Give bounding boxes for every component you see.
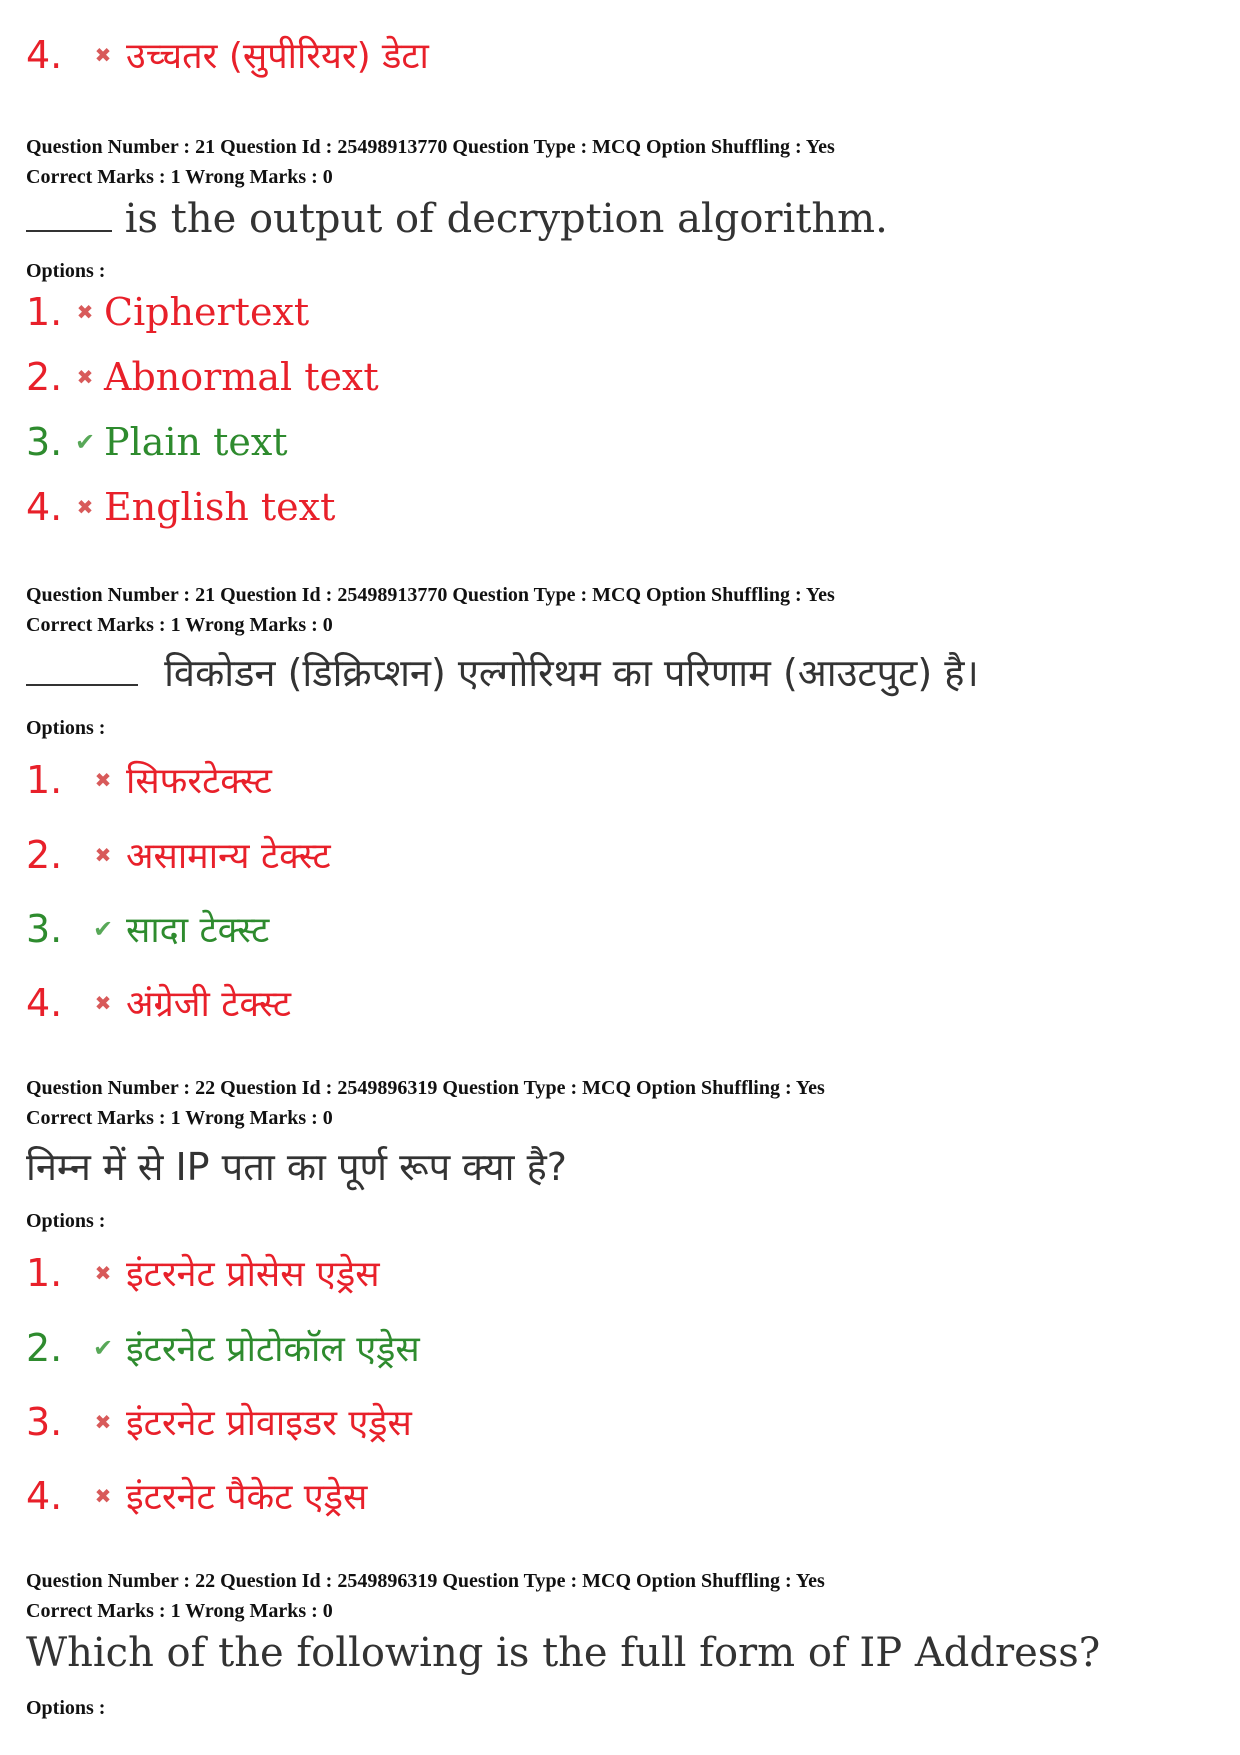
option-row (26, 1397, 412, 1446)
marks-meta: Correct Marks : 1 Wrong Marks : 0 (26, 1107, 333, 1129)
question-body: विकोडन (डिक्रिप्शन) एल्गोरिथम का परिणाम (आउटपुट) है। (164, 651, 979, 695)
option-number: 4. (26, 32, 63, 77)
cross-icon: ✖ (76, 365, 94, 389)
option-number: 4. (26, 1473, 63, 1518)
option-number: 1. (26, 1250, 63, 1295)
answer-blank (26, 683, 138, 686)
question-body: is the output of decryption algorithm. (124, 196, 888, 242)
question-meta: Question Number : 22 Question Id : 2549896319 Question Type : MCQ Option Shuffling : Yes (26, 1077, 825, 1099)
check-icon: ✔ (92, 1333, 114, 1362)
option-text: इंटरनेट प्रोवाइडर एड्रेस (126, 1403, 412, 1444)
option-row (26, 755, 272, 804)
option-number: 3. (26, 420, 63, 464)
cross-icon: ✖ (94, 990, 112, 1015)
cross-icon: ✖ (76, 495, 94, 519)
cross-icon: ✖ (94, 1409, 112, 1434)
question-meta: Question Number : 21 Question Id : 25498913770 Question Type : MCQ Option Shuffling : Yes (26, 584, 835, 606)
option-number: 1. (26, 757, 63, 802)
options-label: Options : (26, 1210, 106, 1232)
option-row (26, 978, 291, 1027)
option-number: 2. (26, 355, 63, 399)
check-icon: ✔ (92, 914, 114, 943)
option-text: अंग्रेजी टेक्स्ट (126, 984, 291, 1025)
marks-meta: Correct Marks : 1 Wrong Marks : 0 (26, 614, 333, 636)
check-icon: ✔ (74, 428, 96, 456)
option-text: सिफरटेक्स्ट (126, 761, 272, 802)
options-label: Options : (26, 717, 106, 739)
cross-icon: ✖ (94, 1483, 112, 1508)
option-text: असामान्य टेक्स्ट (126, 836, 331, 877)
question-text: Which of the following is the full form of IP Address? (26, 1630, 1101, 1676)
option-number: 2. (26, 832, 63, 877)
option-number: 1. (26, 290, 63, 334)
marks-meta: Correct Marks : 1 Wrong Marks : 0 (26, 166, 333, 188)
cross-icon: ✖ (76, 300, 94, 324)
option-row (26, 1471, 367, 1520)
marks-meta: Correct Marks : 1 Wrong Marks : 0 (26, 1600, 333, 1622)
question-text: निम्न में से IP पता का पूर्ण रूप क्या है? (26, 1145, 567, 1189)
question-meta: Question Number : 21 Question Id : 25498913770 Question Type : MCQ Option Shuffling : Yes (26, 136, 835, 158)
option-text: सादा टेक्स्ट (126, 910, 270, 951)
option-row (26, 485, 335, 529)
option-text: इंटरनेट प्रोटोकॉल एड्रेस (126, 1329, 420, 1370)
question-text (26, 650, 979, 696)
option-text: Ciphertext (104, 290, 310, 334)
option-text: Abnormal text (104, 355, 379, 399)
cross-icon: ✖ (94, 1260, 112, 1285)
cross-icon: ✖ (94, 42, 112, 67)
option-text: इंटरनेट प्रोसेस एड्रेस (126, 1254, 380, 1295)
option-row (26, 1323, 420, 1372)
option-text: इंटरनेट पैकेट एड्रेस (126, 1477, 368, 1518)
option-text: Plain text (104, 420, 288, 464)
option-number: 4. (26, 980, 63, 1025)
question-text (26, 196, 888, 242)
question-meta: Question Number : 22 Question Id : 2549896319 Question Type : MCQ Option Shuffling : Yes (26, 1570, 825, 1592)
option-row (26, 1248, 380, 1297)
option-number: 2. (26, 1325, 63, 1370)
option-row (26, 904, 269, 953)
cross-icon: ✖ (94, 767, 112, 792)
option-row (26, 830, 331, 879)
option-row (26, 355, 379, 399)
answer-blank (26, 229, 112, 232)
cross-icon: ✖ (94, 842, 112, 867)
option-number: 3. (26, 906, 63, 951)
option-row (26, 30, 429, 79)
options-label: Options : (26, 1697, 106, 1719)
option-row (26, 420, 288, 464)
option-number: 3. (26, 1399, 63, 1444)
option-text: English text (104, 485, 336, 529)
option-row (26, 290, 309, 334)
option-text: उच्चतर (सुपीरियर) डेटा (126, 36, 429, 77)
options-label: Options : (26, 260, 106, 282)
option-number: 4. (26, 485, 63, 529)
